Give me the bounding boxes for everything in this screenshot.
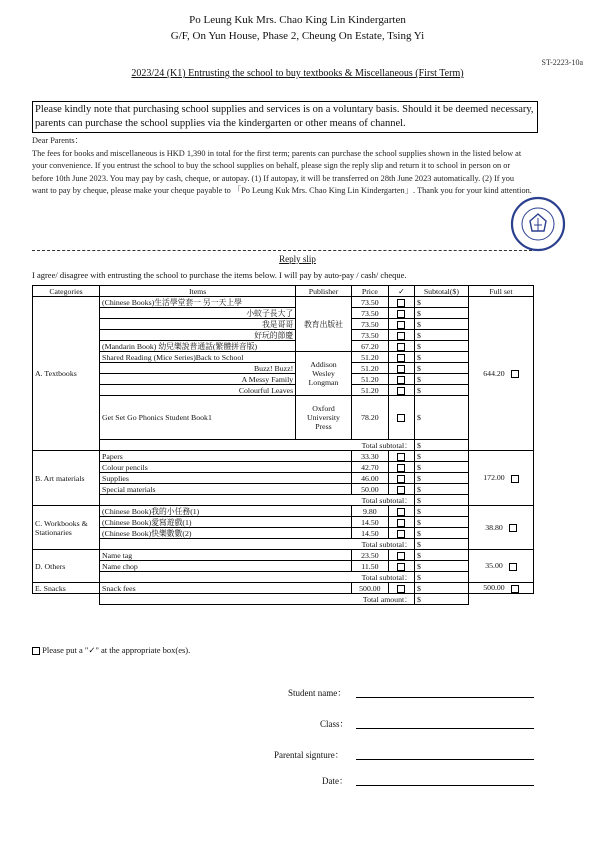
total-amount-value[interactable]: $: [414, 594, 468, 605]
item-subtotal[interactable]: $: [414, 385, 468, 396]
item-checkbox[interactable]: [397, 376, 405, 384]
item-subtotal[interactable]: $: [414, 506, 468, 517]
category-art: B. Art materials: [33, 451, 100, 506]
item-checkbox[interactable]: [397, 332, 405, 340]
total-subtotal-value[interactable]: $: [414, 539, 468, 550]
item-checkbox[interactable]: [397, 343, 405, 351]
total-subtotal-label: Total subtotal：: [100, 495, 415, 506]
header-full-set: Full set: [468, 286, 533, 297]
item-checkbox[interactable]: [397, 486, 405, 494]
document-title: 2023/24 (K1) Entrusting the school to buy textbooks & Miscellaneous (First Term): [131, 68, 464, 79]
total-subtotal-label: Total subtotal：: [100, 440, 415, 451]
item-subtotal[interactable]: $: [414, 462, 468, 473]
item-price: 51.20: [351, 352, 388, 363]
item-name: Colour pencils: [100, 462, 352, 473]
document-number: ST-2223-10a: [541, 58, 583, 67]
item-price: 33.30: [351, 451, 388, 462]
item-checkbox[interactable]: [397, 464, 405, 472]
full-set-price: 500.00: [483, 583, 505, 593]
item-subtotal[interactable]: $: [414, 341, 468, 352]
item-name: (Chinese Book)我的小任務(1): [100, 506, 352, 517]
full-set-checkbox[interactable]: [511, 370, 519, 378]
item-price: 67.20: [351, 341, 388, 352]
item-price: 73.50: [351, 330, 388, 341]
item-name: Shared Reading (Mice Series)Back to School: [100, 352, 296, 363]
item-checkbox[interactable]: [397, 552, 405, 560]
header-items: Items: [100, 286, 296, 297]
table-row: [33, 583, 534, 594]
full-set-price: 172.00: [483, 473, 505, 483]
table-row: [33, 341, 534, 352]
school-address: G/F, On Yun House, Phase 2, Cheung On Estate, Tsing Yi: [170, 30, 425, 42]
item-checkbox[interactable]: [397, 321, 405, 329]
item-checkbox[interactable]: [397, 310, 405, 318]
item-subtotal[interactable]: $: [414, 297, 468, 308]
parental-signature-label: Parental signture：: [274, 750, 344, 760]
full-set-checkbox[interactable]: [511, 585, 519, 593]
item-name: Supplies: [100, 473, 352, 484]
item-checkbox[interactable]: [397, 563, 405, 571]
table-row: [33, 451, 534, 462]
subtotal-row: [33, 440, 534, 451]
full-set-price: 38.80: [485, 522, 503, 532]
student-name-field[interactable]: [356, 697, 534, 698]
header-check: ✓: [388, 286, 414, 297]
item-subtotal[interactable]: $: [414, 550, 468, 561]
item-subtotal[interactable]: $: [414, 352, 468, 363]
order-table: [32, 285, 534, 605]
table-row: [33, 550, 534, 561]
total-amount-label: Total amount：: [100, 594, 415, 605]
item-price: 11.50: [351, 561, 388, 572]
item-checkbox[interactable]: [397, 519, 405, 527]
item-name: 好玩的節慶: [100, 330, 296, 341]
total-subtotal-value[interactable]: $: [414, 495, 468, 506]
class-field[interactable]: [356, 728, 534, 729]
category-snacks: E. Snacks: [33, 583, 100, 594]
item-checkbox[interactable]: [397, 299, 405, 307]
voluntary-notice: Please kindly note that purchasing school supplies and services is on a voluntary basis. Should it be deemed necessary, parents can purchase the school supplies via the kindergarten or other means of channel.: [32, 101, 538, 133]
item-subtotal[interactable]: $: [414, 484, 468, 495]
full-set-checkbox[interactable]: [511, 475, 519, 483]
item-name: Get Set Go Phonics Student Book1: [100, 396, 296, 440]
full-set-checkbox[interactable]: [509, 563, 517, 571]
total-subtotal-label: Total subtotal：: [100, 539, 415, 550]
note-checkbox-icon: [32, 647, 40, 655]
cut-line: [32, 250, 532, 251]
full-set-price: 644.20: [483, 368, 505, 378]
table-row: [33, 462, 534, 473]
table-row: [33, 363, 534, 374]
total-subtotal-label: Total subtotal：: [100, 572, 415, 583]
item-price: 51.20: [351, 374, 388, 385]
subtotal-row: [33, 495, 534, 506]
table-row: [33, 385, 534, 396]
item-price: 14.50: [351, 517, 388, 528]
header-price: Price: [351, 286, 388, 297]
intro-letter: [32, 135, 532, 198]
parental-signature-field[interactable]: [356, 759, 534, 760]
item-checkbox[interactable]: [397, 365, 405, 373]
total-amount-row: [33, 594, 534, 605]
item-price: 73.50: [351, 319, 388, 330]
table-row: [33, 473, 534, 484]
table-row: [33, 308, 534, 319]
publisher-chinese: 教育出版社: [296, 297, 352, 352]
item-name: 我是哥哥: [100, 319, 296, 330]
checkbox-note: [32, 645, 190, 656]
item-subtotal[interactable]: $: [414, 583, 468, 594]
item-name: Special materials: [100, 484, 352, 495]
item-subtotal[interactable]: $: [414, 451, 468, 462]
date-field[interactable]: [356, 785, 534, 786]
item-name: Snack fees: [100, 583, 352, 594]
item-price: 73.50: [351, 308, 388, 319]
item-checkbox[interactable]: [397, 453, 405, 461]
school-seal-stamp: [508, 195, 568, 253]
total-subtotal-value[interactable]: $: [414, 440, 468, 451]
item-price: 50.00: [351, 484, 388, 495]
item-checkbox[interactable]: [397, 530, 405, 538]
item-price: 23.50: [351, 550, 388, 561]
item-price: 51.20: [351, 385, 388, 396]
item-name: (Chinese Book)快樂數數(2): [100, 528, 352, 539]
item-checkbox[interactable]: [397, 508, 405, 516]
item-price: 73.50: [351, 297, 388, 308]
publisher-addison: Addison Wesley Longman: [296, 352, 352, 396]
item-subtotal[interactable]: $: [414, 473, 468, 484]
total-subtotal-value[interactable]: $: [414, 572, 468, 583]
table-row: [33, 319, 534, 330]
item-checkbox[interactable]: [397, 585, 405, 593]
publisher-oxford: Oxford University Press: [296, 396, 352, 440]
date-label: Date：: [322, 776, 348, 786]
item-price: 51.20: [351, 363, 388, 374]
salutation: Dear Parents：: [32, 136, 83, 145]
intro-body: The fees for books and miscellaneous is HKD 1,390 in total for the first term; parents can purchase the school supplies shown in the listed below at your convenience. If you entrust the school to buy the school supplies on behalf, please sign the reply slip and return it to school in person on or before 10th June 2023. You may pay by cash, cheque, or autopay. (1) If autopay, it will be transferred on 28th June 2023 automatically. (2) If you want to pay by cheque, please make your cheque payable to 「Po Leung Kuk Mrs. Chao King Lin Kindergarten」. Thank you for your kind attention.: [32, 148, 532, 195]
table-row: [33, 484, 534, 495]
item-name: Buzz! Buzz!: [100, 363, 296, 374]
subtotal-row: [33, 539, 534, 550]
item-price: 42.70: [351, 462, 388, 473]
item-name: Name tag: [100, 550, 352, 561]
table-row: [33, 297, 534, 308]
table-row: [33, 561, 534, 572]
item-subtotal[interactable]: $: [414, 319, 468, 330]
item-price: 78.20: [351, 396, 388, 440]
table-row: [33, 374, 534, 385]
agree-statement: I agree/ disagree with entrusting the school to purchase the items below. I will pay by auto-pay / cash/ cheque.: [32, 270, 407, 280]
item-name: 小蚊子長大了: [100, 308, 296, 319]
item-name: Colourful Leaves: [100, 385, 296, 396]
table-row: [33, 517, 534, 528]
table-row: [33, 330, 534, 341]
item-subtotal[interactable]: $: [414, 396, 468, 440]
subtotal-row: [33, 572, 534, 583]
checkbox-note-text: Please put a "✓" at the appropriate box(es).: [42, 645, 191, 655]
item-checkbox[interactable]: [397, 387, 405, 395]
item-checkbox[interactable]: [397, 475, 405, 483]
item-price: 500.00: [351, 583, 388, 594]
category-workbooks: C. Workbooks & Stationaries: [33, 506, 100, 550]
full-set-checkbox[interactable]: [509, 524, 517, 532]
item-checkbox[interactable]: [397, 354, 405, 362]
table-row: [33, 528, 534, 539]
table-header-row: [33, 286, 534, 297]
category-textbooks: A. Textbooks: [33, 297, 100, 451]
item-subtotal[interactable]: $: [414, 517, 468, 528]
header-subtotal: Subtotal($): [414, 286, 468, 297]
item-price: 14.50: [351, 528, 388, 539]
item-name: A Messy Family: [100, 374, 296, 385]
item-subtotal[interactable]: $: [414, 374, 468, 385]
item-subtotal[interactable]: $: [414, 308, 468, 319]
item-name: Name chop: [100, 561, 352, 572]
item-name: (Mandarin Book) 幼兒樂說普通話(繁體拼音版): [100, 341, 296, 352]
category-others: D. Others: [33, 550, 100, 583]
item-name: Papers: [100, 451, 352, 462]
item-price: 46.00: [351, 473, 388, 484]
table-row: [33, 396, 534, 440]
student-name-label: Student name：: [288, 688, 347, 698]
item-subtotal[interactable]: $: [414, 363, 468, 374]
item-subtotal[interactable]: $: [414, 330, 468, 341]
class-label: Class：: [320, 719, 349, 729]
item-subtotal[interactable]: $: [414, 528, 468, 539]
item-name: (Chinese Book)愛寫遊戲(1): [100, 517, 352, 528]
full-set-price: 35.00: [485, 561, 503, 571]
item-price: 9.80: [351, 506, 388, 517]
item-checkbox[interactable]: [397, 414, 405, 422]
school-name: Po Leung Kuk Mrs. Chao King Lin Kindergarten: [189, 14, 406, 26]
item-subtotal[interactable]: $: [414, 561, 468, 572]
table-row: [33, 506, 534, 517]
header-categories: Categories: [33, 286, 100, 297]
table-row: [33, 352, 534, 363]
header-publisher: Publisher: [296, 286, 352, 297]
item-name: (Chinese Books)生活學堂套一 另一天上學: [100, 297, 296, 308]
reply-slip-title: Reply slip: [279, 254, 316, 264]
